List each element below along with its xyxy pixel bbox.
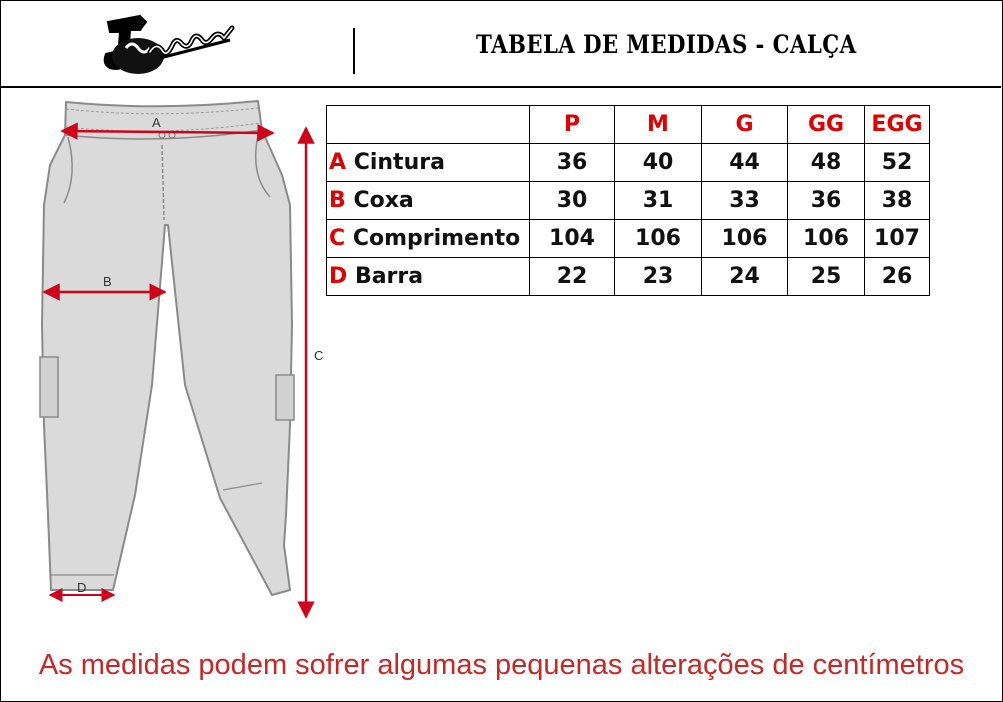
value-cell: 30 xyxy=(530,182,615,220)
row-name: Barra xyxy=(354,264,424,289)
value-cell: 106 xyxy=(702,220,788,258)
header-divider xyxy=(353,28,355,74)
footer-note: As medidas podem sofrer algumas pequenas alterações de centímetros xyxy=(38,649,965,681)
row-name: Cintura xyxy=(353,150,445,175)
value-cell: 23 xyxy=(615,258,702,296)
row-letter: B xyxy=(329,188,346,213)
value-cell: 52 xyxy=(865,144,930,182)
value-cell: 24 xyxy=(702,258,788,296)
row-letter: A xyxy=(329,150,347,175)
row-label xyxy=(327,182,530,220)
value-cell: 40 xyxy=(615,144,702,182)
diagram-label-c: C xyxy=(314,348,324,363)
joker-logo-icon xyxy=(100,8,260,78)
value-cell: 44 xyxy=(702,144,788,182)
diagram-label-d: D xyxy=(77,580,87,595)
size-header-cell: GG xyxy=(788,106,865,144)
row-name: Coxa xyxy=(353,188,414,213)
value-cell: 107 xyxy=(865,220,930,258)
size-header-cell: EGG xyxy=(865,106,930,144)
row-letter: D xyxy=(329,264,348,289)
value-cell: 38 xyxy=(865,182,930,220)
row-label xyxy=(327,144,530,182)
value-cell: 31 xyxy=(615,182,702,220)
size-header-cell: P xyxy=(530,106,615,144)
table-row xyxy=(327,220,930,258)
header xyxy=(0,0,1001,88)
row-label xyxy=(327,220,530,258)
table-row xyxy=(327,258,930,296)
table-row xyxy=(327,144,930,182)
value-cell: 33 xyxy=(702,182,788,220)
table-row xyxy=(327,182,930,220)
diagram-label-a: A xyxy=(152,115,161,130)
size-table xyxy=(326,105,930,296)
row-name: Comprimento xyxy=(352,226,521,251)
page-title: TABELA DE MEDIDAS - CALÇA xyxy=(476,30,857,59)
pants-outline-icon xyxy=(40,101,294,595)
size-header-cell: G xyxy=(702,106,788,144)
value-cell: 48 xyxy=(788,144,865,182)
value-cell: 36 xyxy=(788,182,865,220)
value-cell: 26 xyxy=(865,258,930,296)
pants-diagram xyxy=(30,95,340,630)
diagram-label-b: B xyxy=(103,274,112,289)
row-label xyxy=(327,258,530,296)
value-cell: 36 xyxy=(530,144,615,182)
corner-cell xyxy=(327,106,530,144)
size-header-row xyxy=(327,106,930,144)
row-letter: C xyxy=(329,226,346,251)
value-cell: 25 xyxy=(788,258,865,296)
value-cell: 104 xyxy=(530,220,615,258)
size-header-cell: M xyxy=(615,106,702,144)
value-cell: 22 xyxy=(530,258,615,296)
value-cell: 106 xyxy=(788,220,865,258)
value-cell: 106 xyxy=(615,220,702,258)
